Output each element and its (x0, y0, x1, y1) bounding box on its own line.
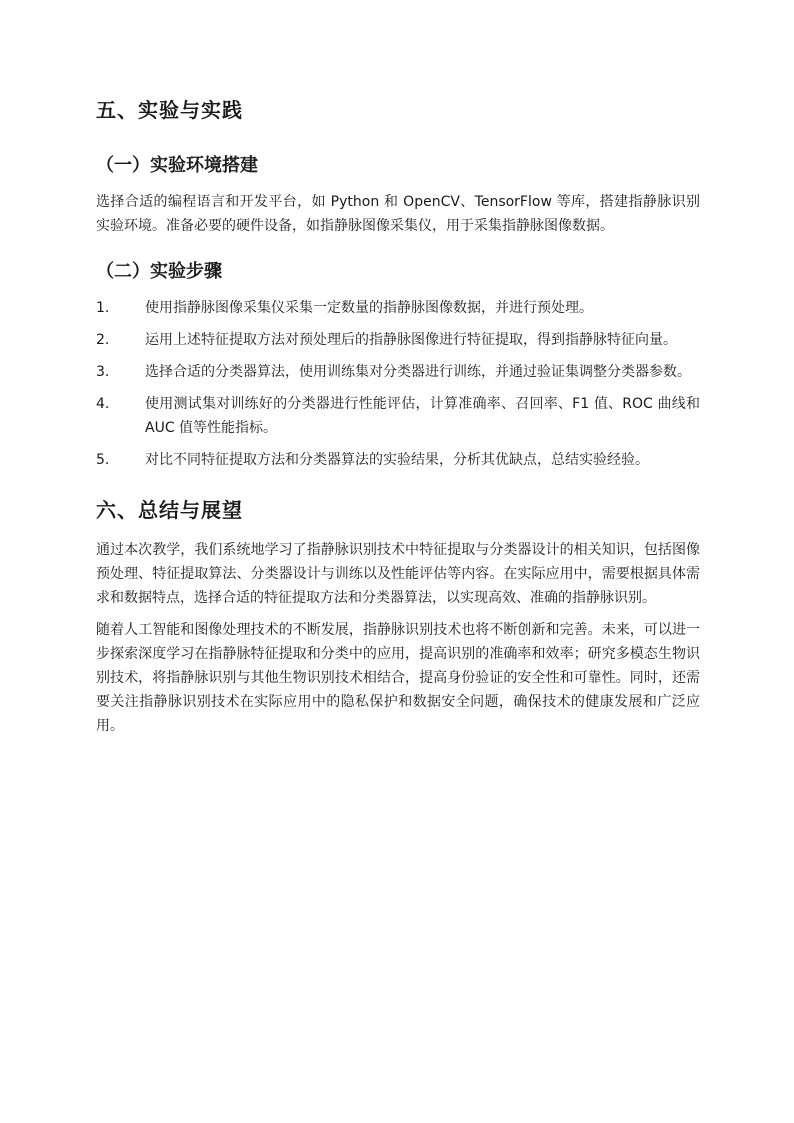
summary-paragraph-1: 通过本次教学，我们系统地学习了指静脉识别技术中特征提取与分类器设计的相关知识，包括图像预处理、特征提取算法、分类器设计与训练以及性能评估等内容。在实际应用中，需要根据具体需求和数据特点，选择合适的特征提取方法和分类器算法，以实现高效、准确的指静脉识别。 (96, 542, 700, 606)
list-item-number: 2. (96, 332, 110, 348)
list-item-text: 使用指静脉图像采集仪采集一定数量的指静脉图像数据，并进行预处理。 (145, 300, 593, 316)
list-item-text: 对比不同特征提取方法和分类器算法的实验结果，分析其优缺点，总结实验经验。 (145, 452, 649, 468)
summary-paragraph-2: 随着人工智能和图像处理技术的不断发展，指静脉识别技术也将不断创新和完善。未来，可以进一步探索深度学习在指静脉特征提取和分类中的应用，提高识别的准确率和效率；研究多模态生物识别技术，将指静脉识别与其他生物识别技术相结合，提高身份验证的安全性和可靠性。同时，还需要关注指静脉识别技术在实际应用中的隐私保护和数据安全问题，确保技术的健康发展和广泛应用。 (96, 622, 700, 734)
list-item (96, 448, 700, 472)
list-item-text: 使用测试集对训练好的分类器进行性能评估，计算准确率、召回率、F1 值、ROC 曲线和 AUC 值等性能指标。 (145, 396, 700, 436)
section-6-title: 六、总结与展望 (96, 498, 243, 522)
list-item (96, 328, 700, 352)
subsection-1-paragraph: 选择合适的编程语言和开发平台，如 Python 和 OpenCV、TensorFlow 等库，搭建指静脉识别实验环境。准备必要的硬件设备，如指静脉图像采集仪，用于采集指静脉图像数据。 (96, 194, 700, 234)
list-item-number: 3. (96, 364, 110, 380)
list-item-text: 运用上述特征提取方法对预处理后的指静脉图像进行特征提取，得到指静脉特征向量。 (145, 332, 677, 348)
subsection-2-title: （二）实验步骤 (96, 261, 222, 282)
list-item (96, 360, 700, 384)
list-item-text: 选择合适的分类器算法，使用训练集对分类器进行训练，并通过验证集调整分类器参数。 (145, 364, 691, 380)
list-item (96, 296, 700, 320)
list-item-number: 5. (96, 452, 110, 468)
list-item-number: 1. (96, 300, 110, 316)
subsection-1-title: （一）实验环境搭建 (96, 155, 258, 176)
document-page (96, 92, 700, 738)
list-item-number: 4. (96, 396, 110, 412)
list-item (96, 392, 700, 440)
experiment-steps-list (96, 296, 700, 472)
section-5-title: 五、实验与实践 (96, 98, 243, 122)
